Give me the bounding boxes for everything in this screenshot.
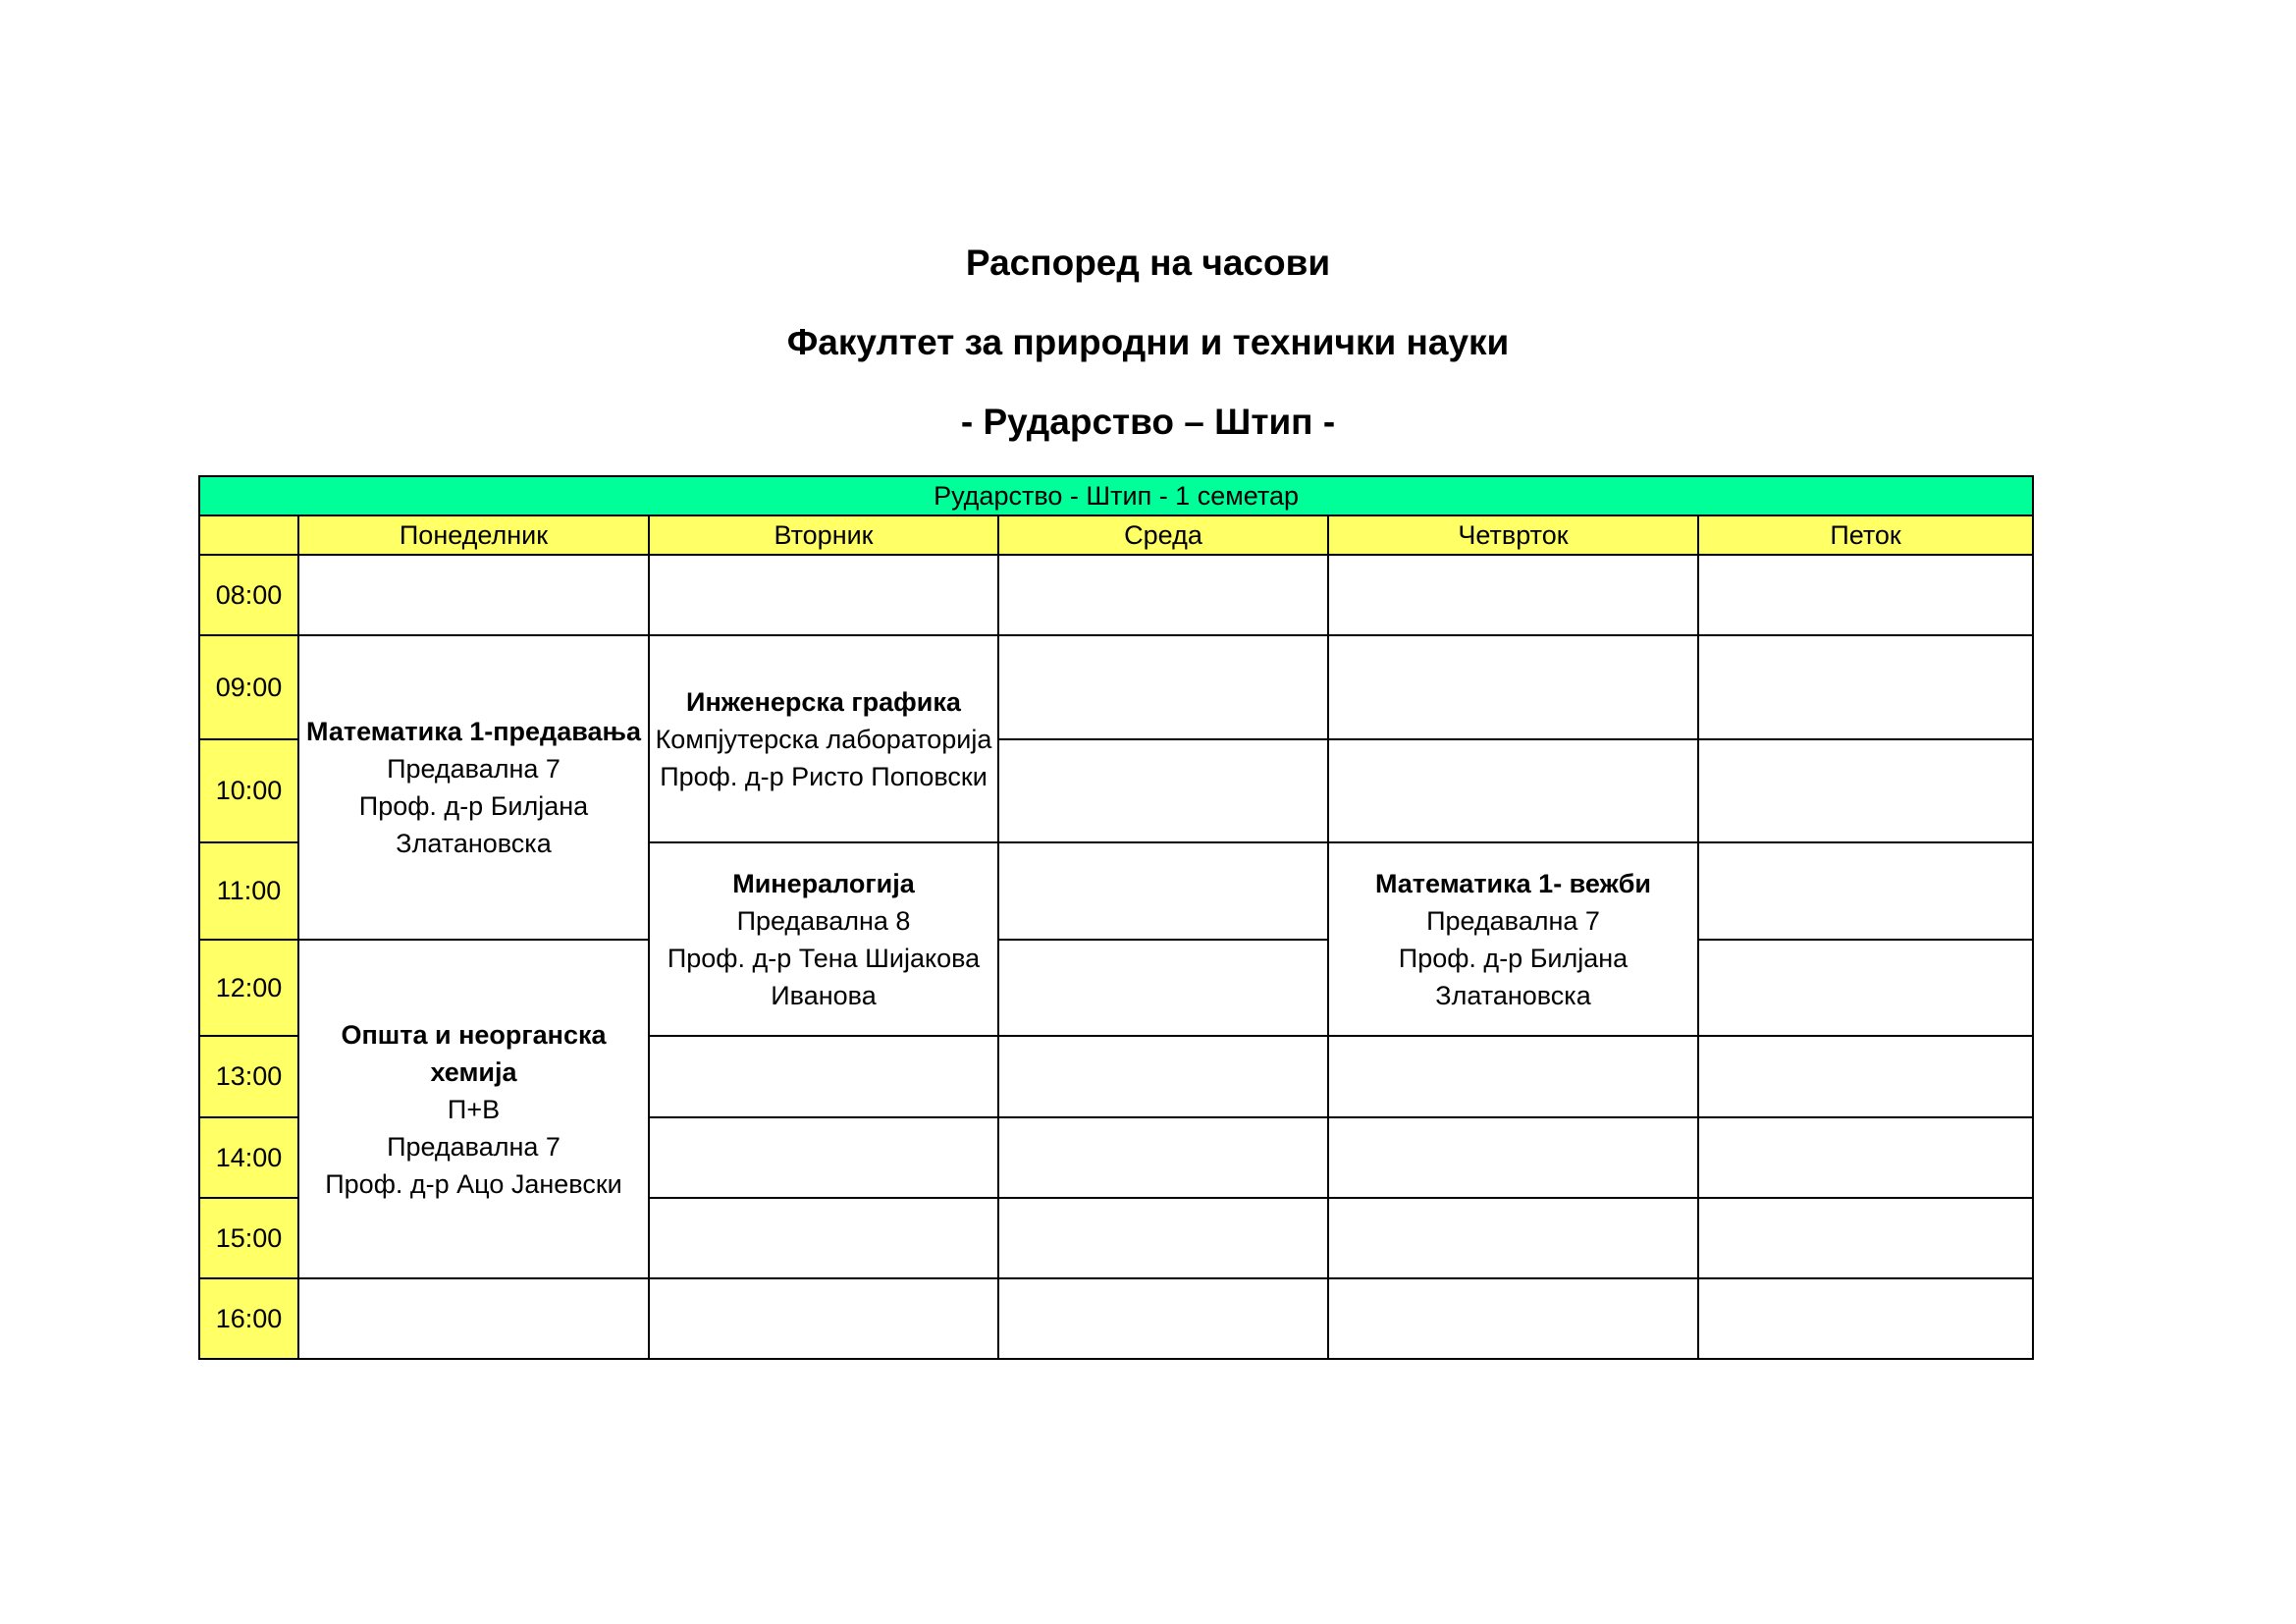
empty-slot: [1328, 1278, 1698, 1359]
day-header-friday: Петок: [1698, 515, 2033, 555]
time-slot: 15:00: [199, 1198, 298, 1278]
empty-slot: [1698, 1198, 2033, 1278]
empty-slot: [998, 1117, 1328, 1198]
corner-cell: [199, 515, 298, 555]
course-block-chemistry: [298, 940, 649, 1278]
empty-slot: [1698, 1036, 2033, 1117]
empty-slot: [649, 1198, 998, 1278]
timetable: [198, 475, 2034, 1360]
course-name: Општа и неорганска хемија: [341, 1019, 607, 1087]
empty-slot: [998, 1198, 1328, 1278]
empty-slot: [649, 1036, 998, 1117]
course-block-engineering-graphics: [649, 635, 998, 842]
empty-slot: [649, 555, 998, 635]
time-slot: 11:00: [199, 842, 298, 940]
course-professor: Проф. д-р Ристо Поповски: [660, 761, 988, 791]
course-block-math-lecture: [298, 635, 649, 940]
time-slot: 16:00: [199, 1278, 298, 1359]
empty-slot: [1328, 1036, 1698, 1117]
day-header-monday: Понеделник: [298, 515, 649, 555]
time-slot: 09:00: [199, 635, 298, 739]
course-room: Предавална 7: [387, 1131, 561, 1162]
course-professor: Проф. д-р Билјана Златановска: [1398, 943, 1629, 1010]
day-header-thursday: Четврток: [1328, 515, 1698, 555]
empty-slot: [298, 1278, 649, 1359]
empty-slot: [1698, 1117, 2033, 1198]
time-slot: 10:00: [199, 739, 298, 842]
empty-slot: [298, 555, 649, 635]
day-header-wednesday: Среда: [998, 515, 1328, 555]
course-name: Инженерска графика: [686, 686, 961, 717]
empty-slot: [1698, 739, 2033, 842]
empty-slot: [1698, 635, 2033, 739]
empty-slot: [649, 1278, 998, 1359]
course-block-mineralogy: [649, 842, 998, 1036]
empty-slot: [649, 1117, 998, 1198]
time-slot: 12:00: [199, 940, 298, 1036]
course-name: Минералогија: [732, 868, 915, 898]
empty-slot: [998, 842, 1328, 940]
empty-slot: [1698, 842, 2033, 940]
faculty-name: Факултет за природни и технички науки: [786, 322, 1510, 362]
course-name: Математика 1- вежби: [1374, 868, 1652, 898]
empty-slot: [998, 739, 1328, 842]
empty-slot: [1328, 635, 1698, 739]
time-slot: 14:00: [199, 1117, 298, 1198]
empty-slot: [1328, 555, 1698, 635]
empty-slot: [1328, 1117, 1698, 1198]
empty-slot: [998, 635, 1328, 739]
course-room: Компјутерска лабораторија: [655, 724, 992, 754]
course-professor: Проф. д-р Билјана Златановска: [358, 791, 589, 858]
empty-slot: [1328, 1198, 1698, 1278]
empty-slot: [1698, 555, 2033, 635]
course-room: Предавална 7: [1426, 905, 1600, 936]
course-room: Предавална 7: [387, 754, 561, 784]
course-block-math-exercises: [1328, 842, 1698, 1036]
time-slot: 13:00: [199, 1036, 298, 1117]
schedule-title: Распоред на часови: [965, 243, 1331, 283]
program-name: - Рударство – Штип -: [960, 402, 1336, 442]
empty-slot: [1698, 1278, 2033, 1359]
timetable-title: Рударство - Штип - 1 семетар: [199, 476, 2033, 515]
empty-slot: [998, 1278, 1328, 1359]
empty-slot: [998, 940, 1328, 1036]
day-header-tuesday: Вторник: [649, 515, 998, 555]
time-slot: 08:00: [199, 555, 298, 635]
course-name: Математика 1-предавања: [306, 717, 641, 746]
empty-slot: [1328, 739, 1698, 842]
course-professor: Проф. д-р Тена Шијакова Иванова: [667, 943, 981, 1010]
course-room: Предавална 8: [736, 905, 911, 936]
empty-slot: [998, 555, 1328, 635]
course-professor: Проф. д-р Ацо Јаневски: [325, 1168, 622, 1199]
course-type: П+В: [447, 1094, 501, 1124]
empty-slot: [1698, 940, 2033, 1036]
empty-slot: [998, 1036, 1328, 1117]
